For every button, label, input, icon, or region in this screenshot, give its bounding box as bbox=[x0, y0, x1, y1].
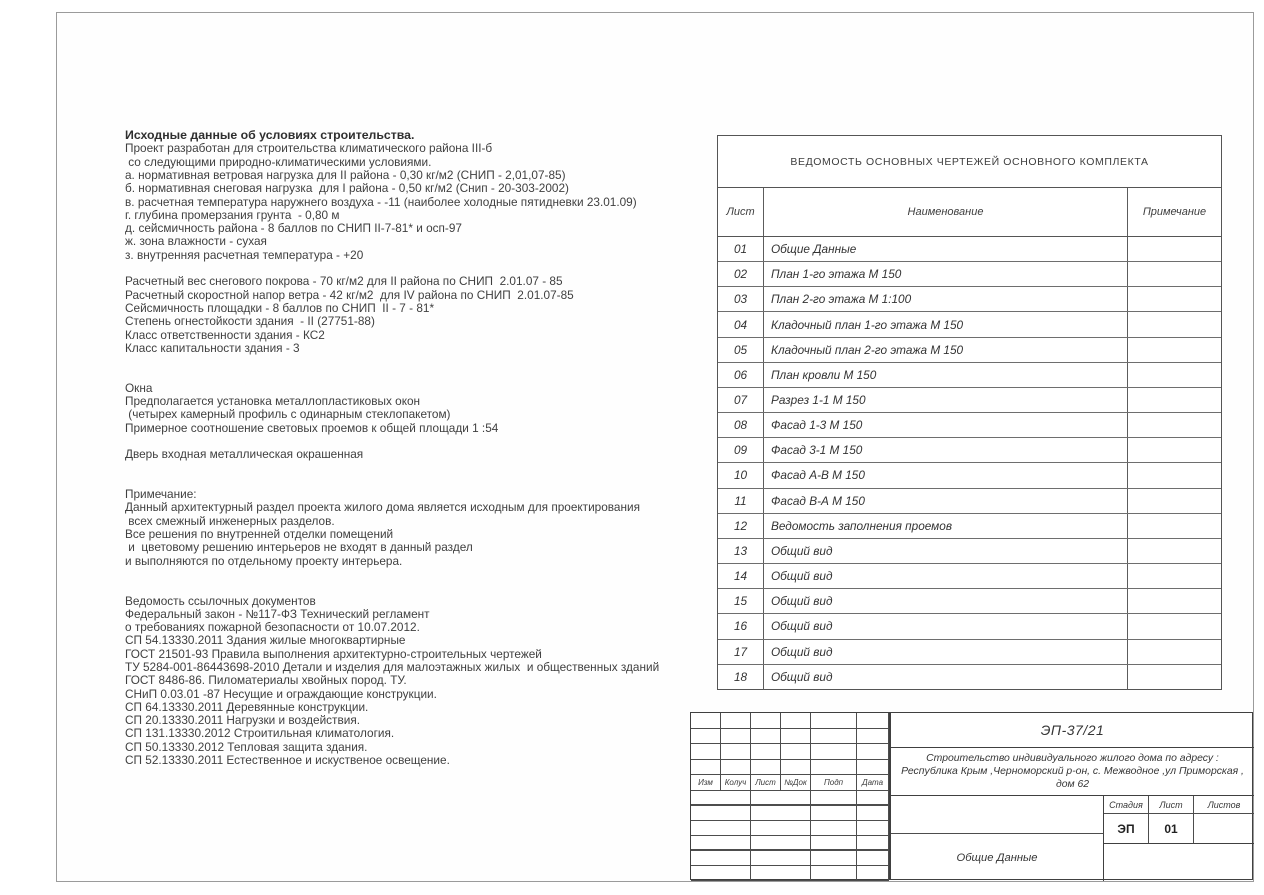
table-row bbox=[718, 589, 1221, 614]
row-drawing-name: Общий вид bbox=[764, 589, 1128, 613]
sheets-total-header: Листов bbox=[1193, 796, 1254, 814]
notes-line: ГОСТ 8486-86. Пиломатериалы хвойных пород. ТУ. bbox=[125, 673, 407, 688]
revision-cell bbox=[691, 760, 721, 775]
project-line-2: Республика Крым ,Черноморский р-он, с. Межводное ,ул Приморская , дом 62 bbox=[901, 766, 1244, 790]
notes-line: Примечание: bbox=[125, 487, 197, 502]
revision-cell bbox=[691, 713, 721, 729]
notes-line: СП 52.13330.2011 Естественное и искуственое освещение. bbox=[125, 753, 450, 768]
revision-cell bbox=[751, 791, 811, 806]
row-drawing-name: Разрез 1-1 М 150 bbox=[764, 388, 1128, 412]
notes-lines bbox=[125, 142, 685, 767]
revision-cell bbox=[691, 866, 751, 881]
table-row bbox=[718, 489, 1221, 514]
notes-line: Данный архитектурный раздел проекта жилого дома является исходным для проектирования bbox=[125, 500, 640, 515]
notes-line: СП 131.13330.2012 Строитильная климатология. bbox=[125, 726, 395, 741]
sheets-total-value bbox=[1193, 814, 1254, 844]
table-row bbox=[718, 287, 1221, 312]
table-row bbox=[718, 640, 1221, 665]
revision-cell bbox=[751, 866, 811, 881]
row-sheet-number: 05 bbox=[718, 338, 764, 362]
notes-line: Примерное соотношение световых проемов к общей площади 1 :54 bbox=[125, 420, 499, 435]
row-note bbox=[1128, 640, 1221, 664]
row-drawing-name: Фасад А-В М 150 bbox=[764, 463, 1128, 487]
notes-line: и выполняются по отдельному проекту интерьера. bbox=[125, 553, 403, 568]
revision-cell bbox=[721, 760, 751, 775]
revision-cell bbox=[811, 866, 857, 881]
row-note bbox=[1128, 514, 1221, 538]
revision-cell bbox=[751, 851, 811, 866]
notes-line: ГОСТ 21501-93 Правила выполнения архитектурно-строительных чертежей bbox=[125, 646, 542, 661]
revision-cell bbox=[691, 851, 751, 866]
notes-line: Расчетный вес снегового покрова - 70 кг/м2 для II района по СНИП 2.01.07 - 85 bbox=[125, 274, 563, 289]
revision-header-cell: Лист bbox=[751, 775, 781, 791]
revision-cell bbox=[781, 744, 811, 760]
notes-line: Окна bbox=[125, 380, 153, 395]
revision-cell bbox=[811, 791, 857, 806]
notes-line: Все решения по внутренней отделки помещений bbox=[125, 527, 394, 542]
table-row bbox=[718, 338, 1221, 363]
table-row bbox=[718, 262, 1221, 287]
row-drawing-name: Общий вид bbox=[764, 665, 1128, 690]
revision-header-cell: Изм bbox=[691, 775, 721, 791]
notes-line: ж. зона влажности - сухая bbox=[125, 234, 267, 249]
project-line-1: Строительство индивидуального жилого дома по адресу : bbox=[926, 753, 1219, 764]
revision-cell bbox=[857, 851, 889, 866]
notes-line: Сейсмичность площадки - 8 баллов по СНИП II - 7 - 81* bbox=[125, 300, 435, 315]
revision-header-cell: Подп bbox=[811, 775, 857, 791]
notes-line: СНиП 0.03.01 -87 Несущие и ограждающие конструкции. bbox=[125, 686, 437, 701]
table-row bbox=[718, 539, 1221, 564]
column-header-name: Наименование bbox=[764, 188, 1128, 236]
row-drawing-name: Общий вид bbox=[764, 539, 1128, 563]
sheet-no-value: 01 bbox=[1148, 814, 1193, 844]
row-sheet-number: 01 bbox=[718, 237, 764, 261]
row-drawing-name: Ведомость заполнения проемов bbox=[764, 514, 1128, 538]
notes-line: Расчетный скоростной напор ветра - 42 кг/м2 для IV района по СНИП 2.01.07-85 bbox=[125, 287, 574, 302]
revision-cell bbox=[811, 836, 857, 851]
revision-cell bbox=[857, 866, 889, 881]
column-header-sheet: Лист bbox=[718, 188, 764, 236]
notes-line: Ведомость ссылочных документов bbox=[125, 593, 316, 608]
table-row bbox=[718, 413, 1221, 438]
revision-cell bbox=[857, 744, 889, 760]
revision-cell bbox=[857, 836, 889, 851]
sheet-title: Общие Данные bbox=[891, 834, 1104, 881]
row-note bbox=[1128, 262, 1221, 286]
row-drawing-name: Кладочный план 2-го этажа М 150 bbox=[764, 338, 1128, 362]
revision-header-cell: №Док bbox=[781, 775, 811, 791]
row-sheet-number: 14 bbox=[718, 564, 764, 588]
revision-cell bbox=[751, 821, 811, 836]
revision-cell bbox=[751, 729, 781, 744]
notes-line bbox=[125, 568, 685, 581]
notes-line: ТУ 5284-001-86443698-2010 Детали и изделия для малоэтажных жилых и общественных зданий bbox=[125, 659, 660, 674]
row-sheet-number: 17 bbox=[718, 640, 764, 664]
table-row bbox=[718, 237, 1221, 262]
revision-cell bbox=[857, 760, 889, 775]
notes-line: СП 64.13330.2011 Деревянные конструкции. bbox=[125, 699, 369, 714]
revision-cell bbox=[691, 806, 751, 821]
row-sheet-number: 16 bbox=[718, 614, 764, 638]
sheet-no-header: Лист bbox=[1148, 796, 1193, 814]
document-number: ЭП-37/21 bbox=[891, 713, 1254, 748]
notes-line bbox=[125, 355, 685, 368]
revision-cell bbox=[811, 760, 857, 775]
notes-line: Дверь входная металлическая окрашенная bbox=[125, 447, 364, 462]
notes-line: з. внутренняя расчетная температура - +20 bbox=[125, 247, 364, 262]
table-row bbox=[718, 312, 1221, 337]
row-note bbox=[1128, 388, 1221, 412]
notes-line: Проект разработан для строительства климатического района III-б bbox=[125, 141, 493, 156]
notes-line bbox=[125, 262, 685, 275]
table-row bbox=[718, 463, 1221, 488]
revision-cell bbox=[691, 729, 721, 744]
row-sheet-number: 13 bbox=[718, 539, 764, 563]
row-drawing-name: Общий вид bbox=[764, 614, 1128, 638]
row-sheet-number: 10 bbox=[718, 463, 764, 487]
revision-cell bbox=[721, 713, 751, 729]
row-drawing-name: Кладочный план 1-го этажа М 150 bbox=[764, 312, 1128, 336]
revision-cell bbox=[857, 791, 889, 806]
row-note bbox=[1128, 237, 1221, 261]
row-note bbox=[1128, 363, 1221, 387]
revision-cell bbox=[857, 713, 889, 729]
row-drawing-name: Общий вид bbox=[764, 564, 1128, 588]
notes-line: Степень огнестойкости здания - II (27751-88) bbox=[125, 314, 375, 329]
notes-line: СП 50.13330.2012 Тепловая защита здания. bbox=[125, 739, 368, 754]
row-note bbox=[1128, 564, 1221, 588]
project-description bbox=[891, 748, 1254, 796]
notes-line: б. нормативная снеговая нагрузка для I района - 0,50 кг/м2 (Снип - 20-303-2002) bbox=[125, 181, 569, 196]
table-row bbox=[718, 564, 1221, 589]
row-note bbox=[1128, 438, 1221, 462]
table-row bbox=[718, 514, 1221, 539]
row-sheet-number: 12 bbox=[718, 514, 764, 538]
notes-line bbox=[125, 368, 685, 381]
row-note bbox=[1128, 338, 1221, 362]
revision-cell bbox=[811, 713, 857, 729]
notes-line: и цветовому решению интерьеров не входят в данный раздел bbox=[125, 540, 473, 555]
notes-line: всех смежный инженерных разделов. bbox=[125, 513, 335, 528]
drawings-table-header bbox=[718, 188, 1221, 237]
revision-cell bbox=[811, 851, 857, 866]
notes-line: со следующими природно-климатическими условиями. bbox=[125, 154, 432, 169]
revision-header-cell: Дата bbox=[857, 775, 889, 791]
signature-zone bbox=[891, 796, 1104, 834]
row-note bbox=[1128, 413, 1221, 437]
row-note bbox=[1128, 665, 1221, 690]
revision-cell bbox=[857, 729, 889, 744]
notes-line: Предполагается установка металлопластиковых окон bbox=[125, 394, 421, 409]
notes-line: СП 54.13330.2011 Здания жилые многоквартирные bbox=[125, 633, 406, 648]
row-drawing-name: Фасад В-А М 150 bbox=[764, 489, 1128, 513]
notes-line: о требованиях пожарной безопасности от 10.07.2012. bbox=[125, 620, 420, 635]
revision-cell bbox=[751, 806, 811, 821]
stage-header: Стадия bbox=[1104, 796, 1148, 814]
row-note bbox=[1128, 614, 1221, 638]
row-sheet-number: 09 bbox=[718, 438, 764, 462]
notes-line: Федеральный закон - №117-ФЗ Технический регламент bbox=[125, 606, 430, 621]
revision-cell bbox=[751, 744, 781, 760]
notes-heading: Исходные данные об условиях строительства. bbox=[125, 128, 415, 142]
row-sheet-number: 02 bbox=[718, 262, 764, 286]
row-note bbox=[1128, 539, 1221, 563]
table-row bbox=[718, 438, 1221, 463]
revision-cell bbox=[857, 821, 889, 836]
drawings-table-title: ВЕДОМОСТЬ ОСНОВНЫХ ЧЕРТЕЖЕЙ ОСНОВНОГО КОМПЛЕКТА bbox=[718, 136, 1221, 188]
revision-cell bbox=[781, 713, 811, 729]
revision-cell bbox=[691, 836, 751, 851]
revision-cell bbox=[721, 744, 751, 760]
table-row bbox=[718, 388, 1221, 413]
table-row bbox=[718, 363, 1221, 388]
row-sheet-number: 18 bbox=[718, 665, 764, 690]
row-drawing-name: Общие Данные bbox=[764, 237, 1128, 261]
row-note bbox=[1128, 589, 1221, 613]
row-note bbox=[1128, 312, 1221, 336]
revision-cell bbox=[691, 821, 751, 836]
notes-line: а. нормативная ветровая нагрузка для II района - 0,30 кг/м2 (СНИП - 2,01,07-85) bbox=[125, 168, 566, 182]
notes-line: Класс ответственности здания - КС2 bbox=[125, 327, 325, 342]
general-notes bbox=[125, 129, 685, 767]
revision-cell bbox=[811, 821, 857, 836]
revision-cell bbox=[811, 744, 857, 760]
revision-cell bbox=[781, 760, 811, 775]
stage-value: ЭП bbox=[1104, 814, 1148, 844]
stamp-empty-cell bbox=[1104, 844, 1254, 881]
row-drawing-name: Фасад 1-3 М 150 bbox=[764, 413, 1128, 437]
row-sheet-number: 15 bbox=[718, 589, 764, 613]
drawings-table-rows bbox=[718, 237, 1221, 690]
row-drawing-name: План 2-го этажа М 1:100 bbox=[764, 287, 1128, 311]
row-sheet-number: 08 bbox=[718, 413, 764, 437]
revision-cell bbox=[721, 729, 751, 744]
row-note bbox=[1128, 287, 1221, 311]
title-block bbox=[690, 712, 1253, 880]
notes-line bbox=[125, 462, 685, 475]
notes-line bbox=[125, 475, 685, 488]
row-sheet-number: 07 bbox=[718, 388, 764, 412]
notes-line: г. глубина промерзания грунта - 0,80 м bbox=[125, 207, 340, 222]
notes-line: в. расчетная температура наружнего воздуха - -11 (наиболее холодные пятидневки 23.01.09) bbox=[125, 194, 637, 209]
revision-cell bbox=[751, 760, 781, 775]
row-sheet-number: 11 bbox=[718, 489, 764, 513]
revision-cell bbox=[811, 729, 857, 744]
revision-cell bbox=[857, 806, 889, 821]
row-note bbox=[1128, 463, 1221, 487]
notes-line: Класс капитальности здания - 3 bbox=[125, 340, 300, 355]
revision-cell bbox=[751, 836, 811, 851]
drawings-register-table bbox=[717, 135, 1222, 690]
notes-line: (четырех камерный профиль с одинарным стеклопакетом) bbox=[125, 407, 451, 422]
row-sheet-number: 03 bbox=[718, 287, 764, 311]
revision-cell bbox=[751, 713, 781, 729]
row-drawing-name: План 1-го этажа М 150 bbox=[764, 262, 1128, 286]
notes-line: д. сейсмичность района - 8 баллов по СНИП II-7-81* и осп-97 bbox=[125, 221, 462, 236]
table-row bbox=[718, 614, 1221, 639]
column-header-note: Примечание bbox=[1142, 206, 1207, 218]
row-sheet-number: 06 bbox=[718, 363, 764, 387]
notes-line: СП 20.13330.2011 Нагрузки и воздействия. bbox=[125, 713, 360, 728]
row-note bbox=[1128, 489, 1221, 513]
table-row bbox=[718, 665, 1221, 690]
row-drawing-name: Общий вид bbox=[764, 640, 1128, 664]
revision-header-cell: Колуч bbox=[721, 775, 751, 791]
revision-cell bbox=[691, 744, 721, 760]
row-drawing-name: План кровли М 150 bbox=[764, 363, 1128, 387]
revision-cell bbox=[691, 791, 751, 806]
notes-line bbox=[125, 581, 685, 594]
notes-line bbox=[125, 435, 685, 448]
revision-cell bbox=[811, 806, 857, 821]
row-sheet-number: 04 bbox=[718, 312, 764, 336]
revision-cell bbox=[781, 729, 811, 744]
row-drawing-name: Фасад 3-1 М 150 bbox=[764, 438, 1128, 462]
